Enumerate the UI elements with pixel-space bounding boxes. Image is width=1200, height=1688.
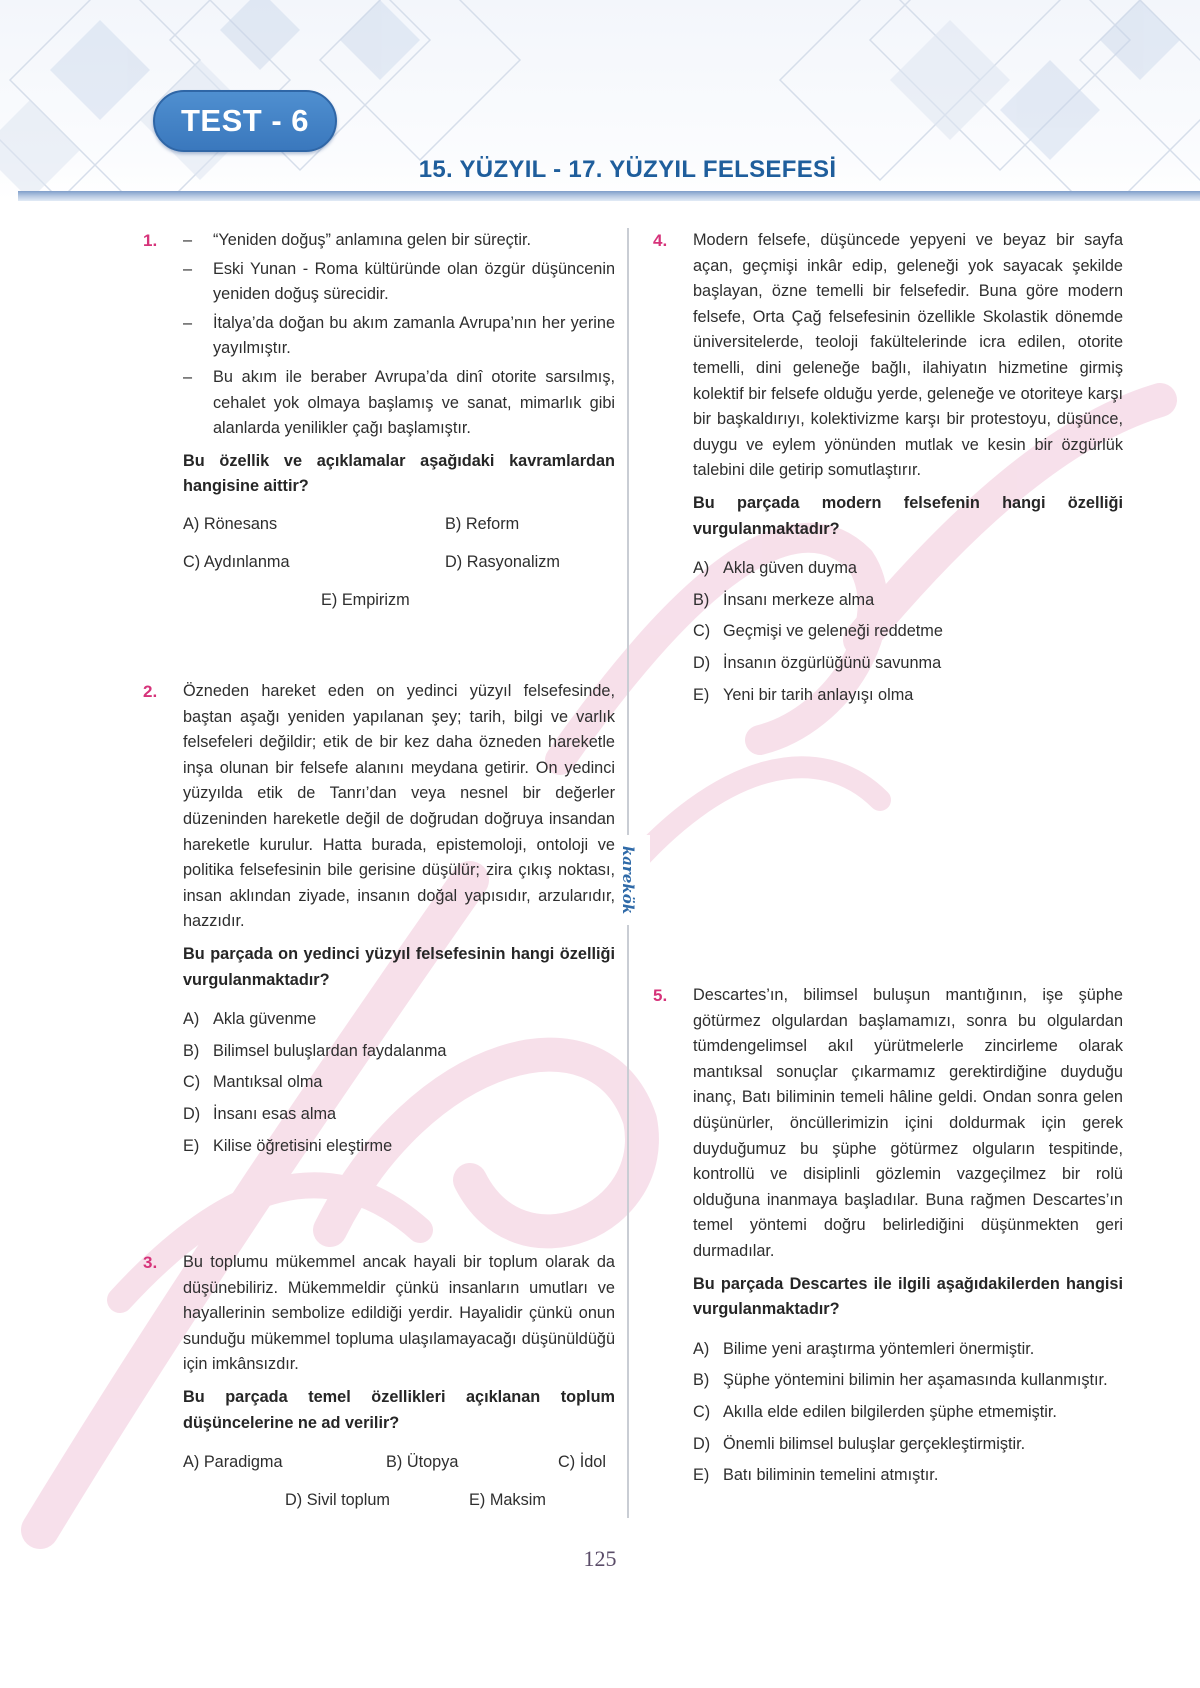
option-b[interactable] <box>693 588 1123 614</box>
statement-text: İtalya’da doğan bu akım zamanla Avrupa’nın her yerine yayılmıştır. <box>213 313 615 358</box>
option-c[interactable] <box>183 1070 615 1096</box>
option-text: Akla güvenme <box>213 1010 317 1029</box>
option-e[interactable] <box>469 1488 546 1514</box>
option-c[interactable] <box>183 550 290 576</box>
option-c[interactable] <box>558 1450 606 1476</box>
question-5 <box>653 983 1123 1495</box>
option-letter: D) <box>693 653 711 672</box>
option-text: Kilise öğretisini eleştirme <box>213 1136 393 1155</box>
page-number: 125 <box>583 1546 617 1571</box>
option-text: Empirizm <box>341 590 410 609</box>
option-d[interactable] <box>183 1102 615 1128</box>
option-e[interactable] <box>183 1134 615 1160</box>
option-text: Şüphe yöntemini bilimin her aşamasında kullanmıştır. <box>723 1371 1108 1390</box>
side-brand-text: karekök <box>619 845 638 915</box>
option-text: Bilimsel buluşlardan faydalanma <box>213 1041 447 1060</box>
header-divider <box>18 191 1200 201</box>
option-e[interactable] <box>693 683 1123 709</box>
option-d[interactable] <box>693 651 1123 677</box>
option-letter: B) <box>386 1453 403 1472</box>
option-text: İnsanın özgürlüğünü savunma <box>723 653 942 672</box>
option-letter: D) <box>693 1434 711 1453</box>
question-stem: Bu özellik ve açıklamalar aşağıdaki kavramlardan hangisine aittir? <box>183 451 615 496</box>
option-text: İnsanı merkeze alma <box>723 590 875 609</box>
option-text: Geçmişi ve geleneği reddetme <box>723 622 943 641</box>
option-letter: B) <box>693 590 710 609</box>
option-text: Maksim <box>489 1491 546 1510</box>
question-1 <box>143 228 615 642</box>
statement-item: – İtalya’da doğan bu akım zamanla Avrupa’nın her yerine yayılmıştır. <box>183 313 615 358</box>
option-b[interactable] <box>693 1368 1123 1394</box>
option-a[interactable] <box>693 1337 1123 1363</box>
statement-item: – “Yeniden doğuş” anlamına gelen bir süreçtir. <box>183 231 531 249</box>
option-letter: D) <box>183 1104 201 1123</box>
option-letter: A) <box>183 514 200 533</box>
question-passage: Modern felsefe, düşüncede yepyeni ve beyaz bir sayfa açan, geçmişi inkâr edip, geleneği yok sayacak şekilde başlayan, özne temelli bir felsefedir. Buna göre modern felsefe, Orta Çağ felsefesinin özellikle Skolastik dönemde üniversitelerde, teoloji fakültelerinde icra edilen, otorite temelli, dini geleneğe bağlı, ilahiyatın hizmetine girmiş kolektif bir felsefe olduğu yerde, geleneğe ve otoriteye karşı bir başkaldırıyı, kolektivizme karşı bir protestoyu, düşünce, duygu ve eylem yönünden mutlak ve kesin bir özgürlük talebini dile getirip somutlaştırır. <box>693 231 1123 480</box>
option-letter: B) <box>445 514 462 533</box>
option-e[interactable] <box>321 588 410 614</box>
option-letter: C) <box>693 1402 711 1421</box>
option-letter: A) <box>183 1453 200 1472</box>
question-stem: Bu parçada Descartes ile ilgili aşağıdakilerden hangisi vurgulanmaktadır? <box>693 1274 1123 1319</box>
option-letter: A) <box>183 1010 200 1029</box>
answer-options <box>693 1337 1123 1489</box>
option-text: Rasyonalizm <box>466 552 560 571</box>
option-a[interactable] <box>693 556 1123 582</box>
option-text: Paradigma <box>203 1453 283 1472</box>
option-text: Akla güven duyma <box>723 559 857 578</box>
question-number: 4. <box>653 231 668 250</box>
option-text: Aydınlanma <box>203 552 290 571</box>
option-a[interactable] <box>183 1450 283 1476</box>
answer-options <box>183 512 615 642</box>
statement-text: “Yeniden doğuş” anlamına gelen bir süreçtir. <box>213 231 531 249</box>
option-a[interactable] <box>183 512 277 538</box>
question-number: 3. <box>143 1253 158 1272</box>
option-d[interactable] <box>285 1488 390 1514</box>
option-letter: A) <box>693 559 710 578</box>
option-d[interactable] <box>445 550 560 576</box>
answer-options <box>183 1450 615 1530</box>
option-b[interactable] <box>183 1039 615 1065</box>
statement-item: – Eski Yunan - Roma kültüründe olan özgür düşüncenin yeniden doğuş sürecidir. <box>183 259 615 304</box>
option-text: Bilime yeni araştırma yöntemleri önermiştir. <box>723 1339 1035 1358</box>
answer-options <box>183 1007 615 1159</box>
option-c[interactable] <box>693 619 1123 645</box>
option-letter: B) <box>183 1041 200 1060</box>
question-number: 5. <box>653 986 668 1005</box>
question-stem: Bu parçada on yedinci yüzyıl felsefesinin hangi özelliği vurgulanmaktadır? <box>183 944 615 989</box>
option-d[interactable] <box>693 1432 1123 1458</box>
test-badge: TEST - 6 <box>153 90 337 152</box>
statement-item: – Bu akım ile beraber Avrupa’da dinî otorite sarsılmış, cehalet yok olmaya başlamış ve sanat, mimarlık gibi alanlarda yenilikler çağı başlamıştır. <box>183 367 615 438</box>
option-letter: E) <box>693 1466 710 1485</box>
option-text: İdol <box>579 1453 606 1472</box>
option-letter: C) <box>693 622 711 641</box>
question-stem: Bu parçada temel özellikleri açıklanan toplum düşüncelerine ne ad verilir? <box>183 1387 615 1432</box>
question-passage: Özneden hareket eden on yedinci yüzyıl felsefesinde, baştan aşağı yeniden yapılanan şey; tarih, bilgi ve varlık felsefeleri değildir; etik de bir kez daha özneden hareketle inşa olunan bir felsefe alanını meydana getirir. On yedinci yüzyılda etik de Tanrı’dan veya nesnel bir değerler düzeninden hareketle değil de doğrudan doğruya insandan hareketle kurulur. Hatta burada, epistemoloji, ontoloji ve politika felsefesinin bile gerisine düşülür; zira çıkış noktası, insan aklından ziyade, insanın doğal yapısıdır, arzularıdır, hazzıdır. <box>183 682 615 931</box>
option-text: Akılla elde edilen bilgilerden şüphe etmemiştir. <box>723 1402 1057 1421</box>
option-letter: E) <box>469 1491 486 1510</box>
statement-text: Bu akım ile beraber Avrupa’da dinî otorite sarsılmış, cehalet yok olmaya başlamış ve sanat, mimarlık gibi alanlarda yenilikler çağı başlamıştır. <box>213 367 615 438</box>
option-text: Mantıksal olma <box>213 1073 323 1092</box>
option-letter: C) <box>558 1453 576 1472</box>
question-2 <box>143 679 615 1165</box>
question-passage: Descartes’ın, bilimsel buluşun mantığının, işe şüphe götürmez olgulardan başlamamızı, sonra bu olgulardan tümdengelimsel akıl yürütmelerle zincirleme olarak mantıksal sonuçlar çıkarmamız gerektirdiğine duyduğu inanç, Batı biliminin temeli hâline geldi. Ondan sonra gelen düşünürler, öncüllerimizin içini doldurmak için gerek duyduğumuz bu şüphe götürmez olguların tespitinde, kontrollü ve disiplinli gözlemin vazgeçilmez bir rolü olduğuna inanmaya başladılar. Buna rağmen Descartes’ın temel yöntemi doğru belirlediğini düşünmekten geri durmadılar. <box>693 986 1123 1260</box>
answer-options <box>693 556 1123 708</box>
option-b[interactable] <box>445 512 519 538</box>
option-letter: C) <box>183 552 201 571</box>
question-passage: Bu toplumu mükemmel ancak hayali bir toplum olarak da düşünebiliriz. Mükemmeldir çünkü insanların umutları ve hayallerinin sembolize edildiği yerdir. Hayalidir çünkü onun sunduğu mükemmel topluma ulaşılamayacağı düşünüldüğü için imkânsızdır. <box>183 1253 615 1374</box>
option-text: Reform <box>465 514 520 533</box>
option-text: Önemli bilimsel buluşlar gerçekleştirmiştir. <box>723 1434 1026 1453</box>
option-letter: E) <box>693 685 710 704</box>
option-letter: C) <box>183 1073 201 1092</box>
option-letter: D) <box>285 1491 303 1510</box>
option-text: Rönesans <box>203 514 278 533</box>
statement-list <box>183 228 615 442</box>
question-number: 1. <box>143 231 158 250</box>
option-text: Yeni bir tarih anlayışı olma <box>723 685 914 704</box>
question-number: 2. <box>143 682 158 701</box>
option-letter: E) <box>183 1136 200 1155</box>
option-text: Ütopya <box>406 1453 459 1472</box>
option-e[interactable] <box>693 1463 1123 1489</box>
question-3 <box>143 1250 615 1530</box>
option-letter: A) <box>693 1339 710 1358</box>
question-stem: Bu parçada modern felsefenin hangi özelliği vurgulanmaktadır? <box>693 493 1123 538</box>
option-text: Batı biliminin temelini atmıştır. <box>723 1466 939 1485</box>
option-letter: B) <box>693 1371 710 1390</box>
option-text: İnsanı esas alma <box>213 1104 337 1123</box>
option-letter: D) <box>445 552 463 571</box>
chapter-title: 15. YÜZYIL - 17. YÜZYIL FELSEFESİ <box>418 156 837 183</box>
option-b[interactable] <box>386 1450 458 1476</box>
option-c[interactable] <box>693 1400 1123 1426</box>
option-letter: E) <box>321 590 338 609</box>
option-a[interactable] <box>183 1007 615 1033</box>
statement-text: Eski Yunan - Roma kültüründe olan özgür düşüncenin yeniden doğuş sürecidir. <box>213 259 615 304</box>
option-text: Sivil toplum <box>306 1491 390 1510</box>
question-4 <box>653 228 1123 714</box>
